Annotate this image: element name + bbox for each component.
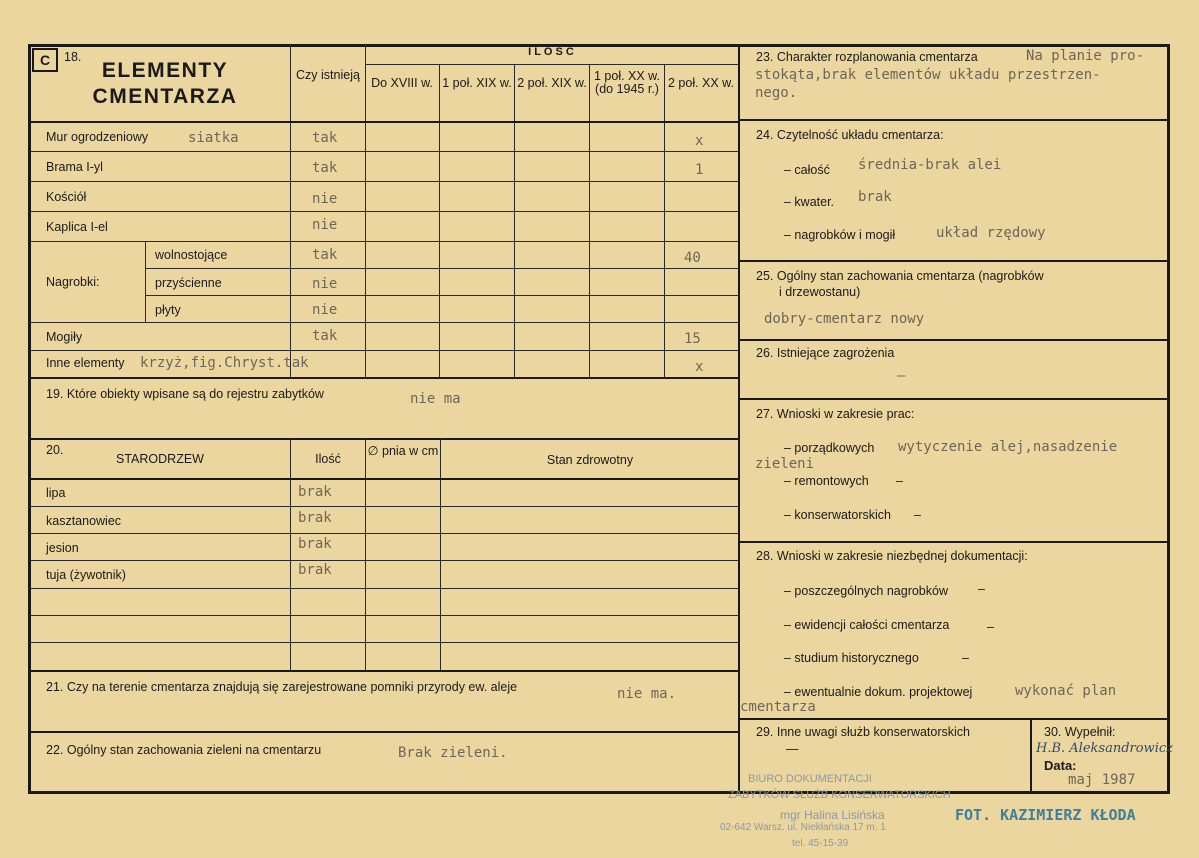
q22-label: 22. Ogólny stan zachowania zieleni na cmentarzu xyxy=(46,743,322,757)
stamp-line4: 02-642 Warsz. ul. Niekłańska 17 m. 1 xyxy=(720,822,886,833)
nagrobki-label: Nagrobki: xyxy=(46,275,100,289)
q30-date-label: Data: xyxy=(1044,758,1077,773)
tree-name-0: lipa xyxy=(46,486,66,500)
element-label-7: Mogiły xyxy=(46,330,83,344)
grid-line xyxy=(30,588,738,589)
element-p5-0: x xyxy=(695,133,704,149)
q27-kons: – xyxy=(914,508,921,522)
grid-line xyxy=(439,64,440,377)
element-p5-1: 1 xyxy=(695,162,704,178)
grid-line xyxy=(365,438,366,670)
element-label-6: płyty xyxy=(155,303,181,317)
element-p5-8: x xyxy=(695,359,704,375)
q27-kons-label: – konserwatorskich xyxy=(784,508,891,522)
q20-col-stan: Stan zdrowotny xyxy=(546,453,634,467)
q25-value: dobry-cmentarz nowy xyxy=(764,311,925,327)
ilosc-header: I L O Ś Ć xyxy=(528,46,574,58)
grid-line xyxy=(30,181,738,182)
q24-nagrobkow: układ rzędowy xyxy=(936,225,1046,241)
grid-line xyxy=(145,268,738,269)
stamp-line3: mgr Halina Lisińska xyxy=(780,808,885,822)
period-2: 2 poł. XIX w. xyxy=(517,76,587,90)
tree-ilosc-2: brak xyxy=(298,536,332,552)
stamp-photo: FOT. KAZIMIERZ KŁODA xyxy=(955,806,1136,824)
element-p5-4: 40 xyxy=(684,250,701,266)
q27-rem-label: – remontowych xyxy=(784,474,869,488)
grid-line xyxy=(1030,718,1032,793)
q28-a-label: – poszczególnych nagrobków xyxy=(784,584,948,598)
title-line1: ELEMENTY xyxy=(101,59,229,82)
grid-line xyxy=(739,541,1169,543)
element-exists-0: tak xyxy=(312,130,338,146)
q24-nagrobkow-label: – nagrobków i mogił xyxy=(784,228,896,242)
element-label-4: wolnostojące xyxy=(155,248,228,262)
tree-ilosc-3: brak xyxy=(298,562,332,578)
period-0: Do XVIII w. xyxy=(371,76,433,90)
q27-porz2: zieleni xyxy=(755,456,815,472)
q23-value1: Na planie pro- xyxy=(1026,48,1145,64)
q28-b: – xyxy=(987,620,994,634)
grid-line xyxy=(145,295,738,296)
q21-label: 21. Czy na terenie cmentarza znajdują się zarejestrowane pomniki przyrody ew. aleje xyxy=(46,680,518,694)
grid-line xyxy=(30,478,738,480)
grid-line xyxy=(365,64,738,65)
grid-line xyxy=(514,64,515,377)
grid-line xyxy=(30,506,738,507)
q22-value: Brak zieleni. xyxy=(398,745,508,761)
q30-label: 30. Wypełnił: xyxy=(1044,725,1116,739)
grid-line xyxy=(30,670,738,672)
q20-col-ilosc: Ilość xyxy=(315,452,341,466)
grid-line xyxy=(739,718,1169,720)
q19-value: nie ma xyxy=(410,391,461,407)
tree-ilosc-0: brak xyxy=(298,484,332,500)
q26-value: – xyxy=(897,368,906,384)
q30-date: maj 1987 xyxy=(1068,772,1136,788)
q24-calosc: średnia-brak alei xyxy=(858,157,1002,173)
q23-value2: stokąta,brak elementów układu przestrzen- xyxy=(755,67,1101,83)
q26-label: 26. Istniejące zagrożenia xyxy=(756,346,895,360)
tree-name-2: jesion xyxy=(46,541,79,555)
element-exists-4: tak xyxy=(312,247,338,263)
q25-label1: 25. Ogólny stan zachowania cmentarza (nagrobków xyxy=(756,269,1044,283)
element-label-3: Kaplica I-el xyxy=(46,220,108,234)
q20-number: 20. xyxy=(46,443,64,457)
element-label-5: przyścienne xyxy=(155,276,222,290)
section-number: 18. xyxy=(64,50,82,64)
q23-value3: nego. xyxy=(755,85,798,101)
element-exists-1: tak xyxy=(312,160,338,176)
grid-line xyxy=(30,241,738,242)
element-note-0: siatka xyxy=(188,130,239,146)
element-label-1: Brama I-yl xyxy=(46,160,103,174)
q28-c: – xyxy=(962,651,969,665)
grid-line xyxy=(30,438,738,440)
q23-label: 23. Charakter rozplanowania cmentarza xyxy=(756,50,978,64)
q28-b-label: – ewidencji całości cmentarza xyxy=(784,618,950,632)
q29-label: 29. Inne uwagi służb konserwatorskich xyxy=(756,725,971,739)
q24-kwater-label: – kwater. xyxy=(784,195,835,209)
grid-line xyxy=(664,64,665,377)
stamp-line1: BIURO DOKUMENTACJI xyxy=(748,773,872,785)
grid-line xyxy=(30,211,738,212)
grid-line xyxy=(30,615,738,616)
element-exists-3: nie xyxy=(312,217,338,233)
grid-line xyxy=(30,151,738,152)
element-p5-7: 15 xyxy=(684,331,701,347)
grid-line xyxy=(30,350,738,351)
grid-line xyxy=(739,339,1169,341)
element-label-2: Kościół xyxy=(46,190,87,204)
q28-d2: cmentarza xyxy=(740,699,816,715)
grid-line xyxy=(30,560,738,561)
grid-line xyxy=(145,241,146,322)
period-3: 1 poł. XX w. (do 1945 r.) xyxy=(593,69,660,96)
period-1: 1 poł. XIX w. xyxy=(442,76,512,90)
grid-line xyxy=(30,121,738,123)
grid-line xyxy=(440,438,441,670)
q25-label2: i drzewostanu) xyxy=(779,285,861,299)
q19-label: 19. Które obiekty wpisane są do rejestru zabytków xyxy=(46,387,324,401)
element-label-8: Inne elementy xyxy=(46,356,125,370)
q28-label: 28. Wnioski w zakresie niezbędnej dokumentacji: xyxy=(756,549,1028,563)
q29-value: — xyxy=(786,742,799,756)
grid-line xyxy=(589,64,590,377)
element-exists-6: nie xyxy=(312,302,338,318)
element-note-8: krzyż,fig.Chryst.tak xyxy=(140,355,309,371)
q28-d-label: – ewentualnie dokum. projektowej xyxy=(784,685,973,699)
element-exists-5: nie xyxy=(312,276,338,292)
q27-porz-label: – porządkowych xyxy=(784,441,875,455)
column-divider xyxy=(738,45,740,793)
q21-value: nie ma. xyxy=(617,686,677,702)
grid-line xyxy=(739,398,1169,400)
q24-label: 24. Czytelność układu cmentarza: xyxy=(756,128,944,142)
q24-kwater: brak xyxy=(858,189,892,205)
grid-line xyxy=(30,533,738,534)
q27-rem: – xyxy=(896,474,903,488)
element-label-0: Mur ogrodzeniowy xyxy=(46,130,149,144)
stamp-line5: tel. 45-15-39 xyxy=(792,838,849,849)
element-exists-7: tak xyxy=(312,328,338,344)
tree-name-1: kasztanowiec xyxy=(46,514,122,528)
period-4: 2 poł. XX w. xyxy=(667,76,734,90)
grid-line xyxy=(30,642,738,643)
q27-label: 27. Wnioski w zakresie prac: xyxy=(756,407,915,421)
q20-title: STARODRZEW xyxy=(116,452,204,466)
grid-line xyxy=(30,731,738,733)
exists-header: Czy istnieją xyxy=(296,68,360,82)
q27-porz1: wytyczenie alej,nasadzenie xyxy=(898,439,1118,455)
grid-line xyxy=(290,438,291,670)
grid-line xyxy=(739,119,1169,121)
tree-ilosc-1: brak xyxy=(298,510,332,526)
q30-signature: H.B. Aleksandrowicz xyxy=(1036,741,1173,756)
q28-d1: wykonać plan xyxy=(1015,683,1117,699)
tree-name-3: tuja (żywotnik) xyxy=(46,568,126,582)
box-letter: C xyxy=(32,48,58,72)
q28-c-label: – studium historycznego xyxy=(784,651,919,665)
grid-line xyxy=(30,377,738,379)
title-line2: CMENTARZA xyxy=(92,85,238,108)
grid-line xyxy=(739,260,1169,262)
grid-line xyxy=(30,322,738,323)
q20-col-pnia: ∅ pnia w cm xyxy=(367,444,439,458)
q28-a: – xyxy=(978,582,985,596)
q24-calosc-label: – całość xyxy=(784,163,830,177)
element-exists-2: nie xyxy=(312,191,338,207)
stamp-line2: ZABYTKÓW SŁUŻB KONSERWATORSKICH xyxy=(728,789,951,801)
